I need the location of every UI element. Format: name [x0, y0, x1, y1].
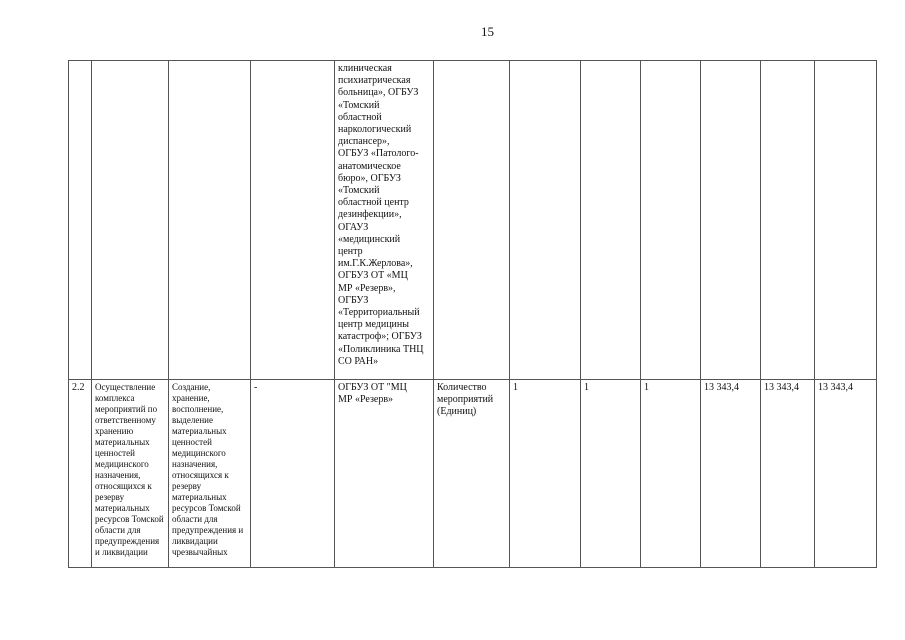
- table-cell: [510, 61, 581, 380]
- table-cell: [581, 61, 641, 380]
- amount-cell: 13 343,4: [761, 380, 815, 568]
- organizations-cell: клиническая психиатрическая больница», ОГБУЗ «Томский областной наркологический диспансер», ОГБУЗ «Патолого- анатомическое бюро», ОГБУЗ «Томский областной центр дезинфекции», ОГАУЗ «медицинский центр им.Г.К.Жерлова», ОГБУЗ ОТ «МЦ МР «Резерв», ОГБУЗ «Территориальный центр медицины катастроф»; ОГБУЗ «Поликлиника ТНЦ СО РАН»: [335, 61, 434, 380]
- row-number-cell: 2.2: [69, 380, 92, 568]
- value-cell: 1: [581, 380, 641, 568]
- table-cell: [641, 61, 701, 380]
- table-cell: [434, 61, 510, 380]
- value-cell: 1: [510, 380, 581, 568]
- activity-description-cell: Создание, хранение, восполнение, выделение материальных ценностей медицинского назначения, относящихся к резерву материальных ресурсов Томской области для предупреждения и ликвидации чрезвычайных: [169, 380, 251, 568]
- table-cell: [69, 61, 92, 380]
- table-cell: [761, 61, 815, 380]
- table-cell: [701, 61, 761, 380]
- activity-name-cell: Осуществление комплекса мероприятий по ответственному хранению материальных ценностей медицинского назначения, относящихся к резерву материальных ресурсов Томской области для предупреждения и ликвидации: [92, 380, 169, 568]
- program-table: [68, 60, 877, 568]
- amount-cell: 13 343,4: [701, 380, 761, 568]
- table-cell: [815, 61, 877, 380]
- table-cell: [92, 61, 169, 380]
- amount-cell: 13 343,4: [815, 380, 877, 568]
- table-cell: [169, 61, 251, 380]
- indicator-cell: Количество мероприятий (Единиц): [434, 380, 510, 568]
- table-row: [69, 380, 877, 568]
- page-number: 15: [481, 24, 494, 39]
- table-cell: [251, 61, 335, 380]
- executor-cell: ОГБУЗ ОТ "МЦ МР «Резерв»: [335, 380, 434, 568]
- dash-cell: -: [251, 380, 335, 568]
- table-row: [69, 61, 877, 380]
- value-cell: 1: [641, 380, 701, 568]
